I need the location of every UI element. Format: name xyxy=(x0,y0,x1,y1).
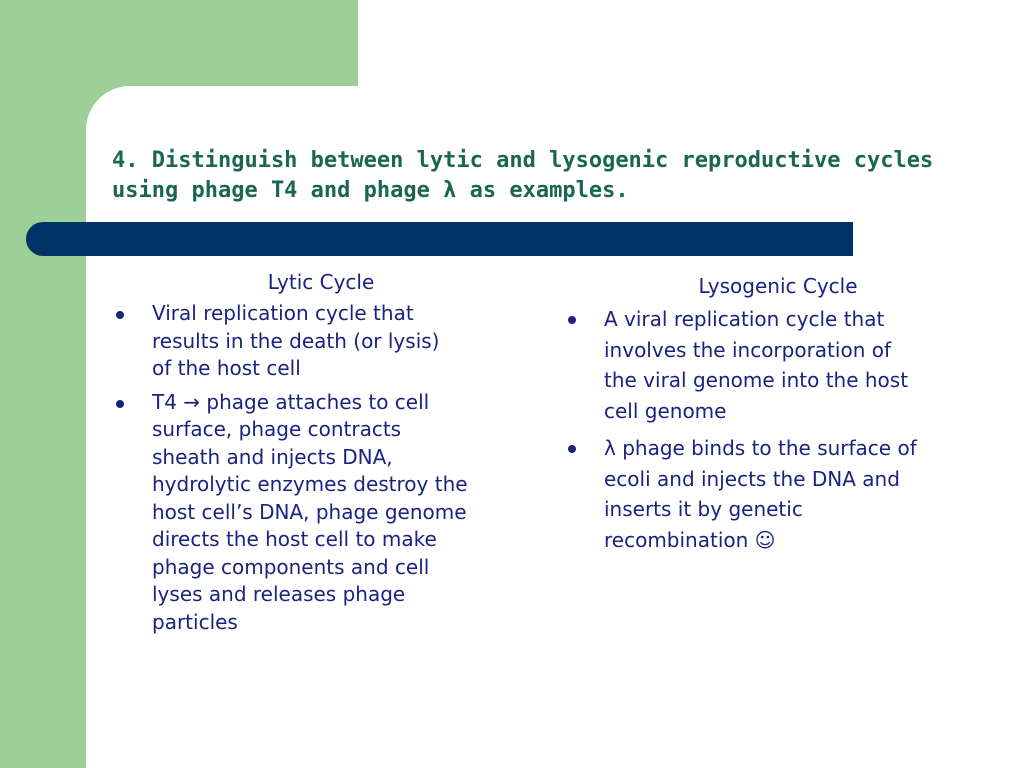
lysogenic-bullet-2-line: ecoli and injects the DNA and xyxy=(604,466,900,491)
lytic-bullet-2-line: particles xyxy=(152,609,238,634)
lytic-bullet-2-line: host cell’s DNA, phage genome xyxy=(152,499,467,524)
lysogenic-bullet-2-line: recombination ☺ xyxy=(604,527,776,552)
lysogenic-bullet-1-line: A viral replication cycle that xyxy=(604,307,885,331)
lysogenic-column xyxy=(568,272,988,562)
lytic-bullet-1-line: of the host cell xyxy=(152,356,301,380)
lytic-bullet-list xyxy=(116,300,536,636)
lysogenic-bullet-2-line: λ phage binds to the surface of xyxy=(604,436,917,460)
lytic-bullet-2-line: surface, phage contracts xyxy=(152,417,402,441)
lysogenic-bullet-2 xyxy=(568,433,988,555)
lysogenic-bullet-1-line: cell genome xyxy=(604,398,727,423)
lytic-bullet-1-line: Viral replication cycle that xyxy=(152,301,414,325)
lysogenic-bullet-1-line: the viral genome into the host xyxy=(604,368,909,392)
lytic-bullet-2-line: sheath and injects DNA, xyxy=(152,444,393,469)
title-divider-bar xyxy=(26,222,853,256)
lysogenic-bullet-1 xyxy=(568,304,988,426)
lysogenic-bullet-1-line: involves the incorporation of xyxy=(604,337,892,362)
lytic-bullet-2-line: hydrolytic enzymes destroy the xyxy=(152,472,468,496)
lysogenic-bullet-2-line: inserts it by genetic xyxy=(604,497,803,521)
lytic-bullet-2-line: directs the host cell to make xyxy=(152,527,437,551)
lytic-bullet-2-line: phage components and cell xyxy=(152,554,430,579)
lysogenic-bullet-list xyxy=(568,304,988,555)
bullet-dot-icon xyxy=(116,311,124,319)
bullet-dot-icon xyxy=(116,400,124,408)
title-line-1: 4. Distinguish between lytic and lysogenic reproductive cycles xyxy=(112,148,934,173)
lysogenic-heading: Lysogenic Cycle xyxy=(698,274,858,298)
lytic-column xyxy=(116,268,536,642)
lytic-heading: Lytic Cycle xyxy=(267,270,375,294)
lytic-bullet-2-line: T4 → phage attaches to cell xyxy=(152,389,430,414)
title-line-2: using phage T4 and phage λ as examples. xyxy=(112,178,629,203)
bullet-dot-icon xyxy=(568,316,576,324)
slide-title xyxy=(112,146,992,206)
lytic-bullet-2 xyxy=(116,389,536,637)
lytic-bullet-1-line: results in the death (or lysis) xyxy=(152,328,440,353)
lytic-bullet-2-line: lyses and releases phage xyxy=(152,582,406,606)
bullet-dot-icon xyxy=(568,445,576,453)
lytic-bullet-1 xyxy=(116,300,536,383)
